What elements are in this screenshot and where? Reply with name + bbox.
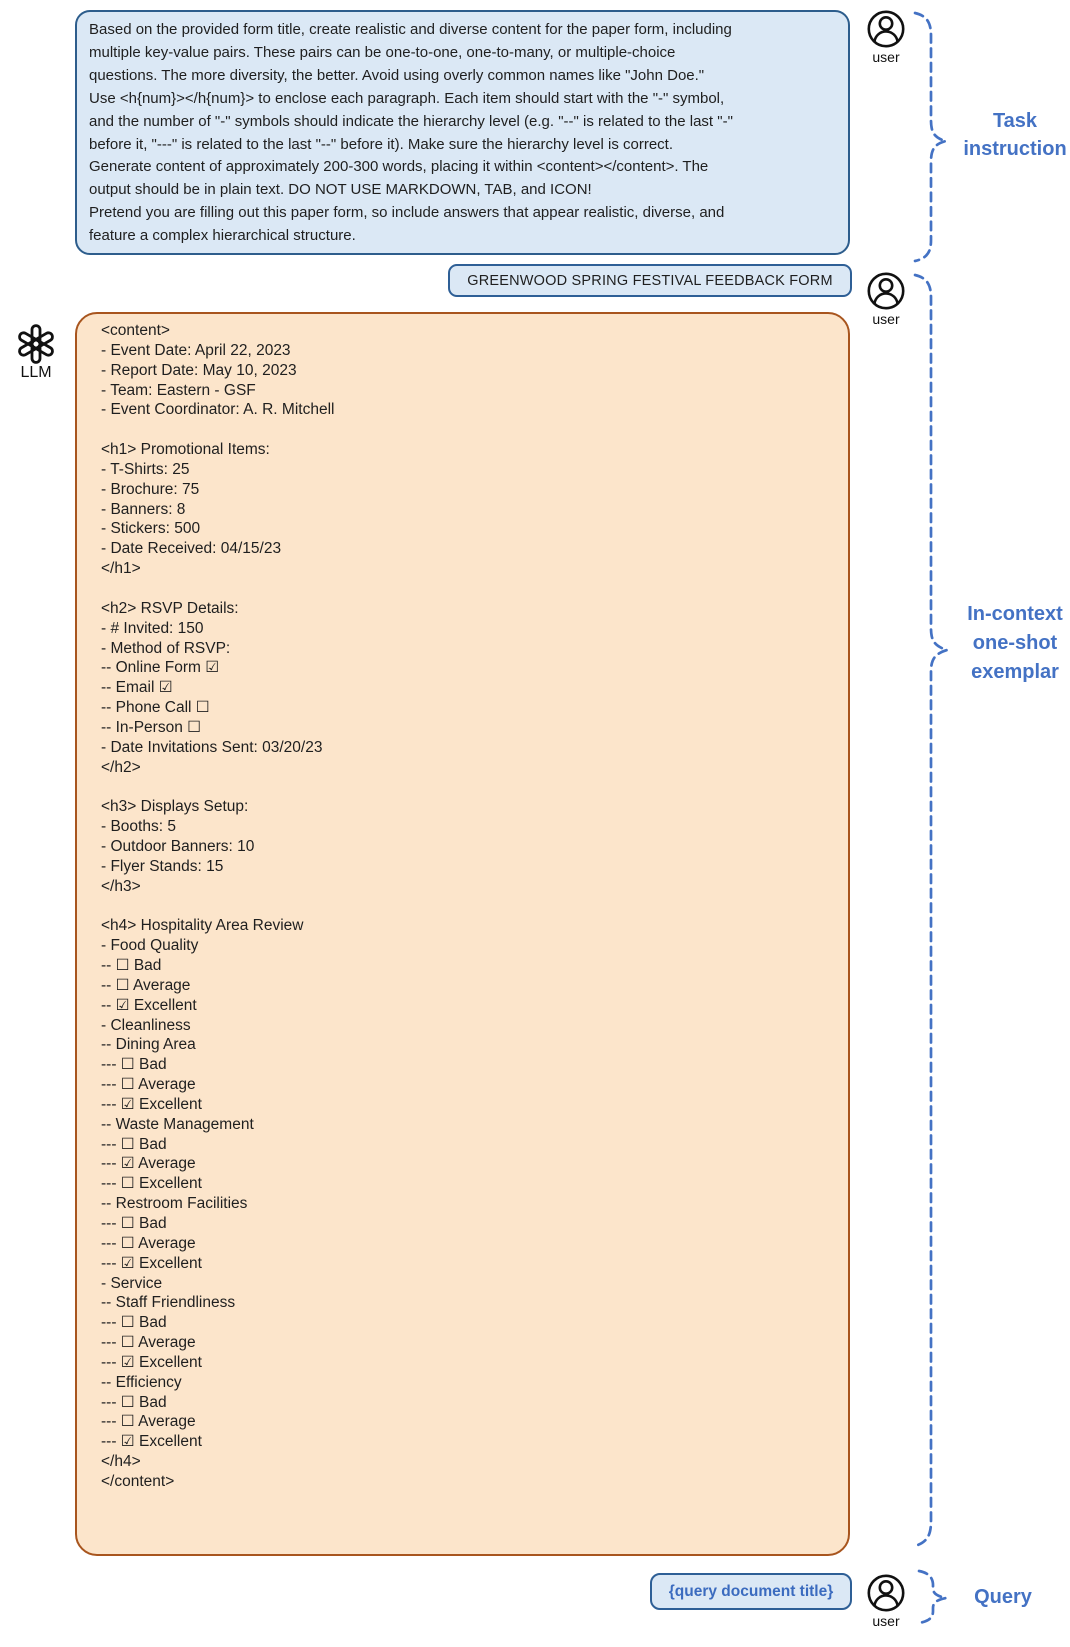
text-line: --- ☐ Bad: [101, 1056, 167, 1074]
query-label: [937, 1583, 1069, 1611]
text-line: - Date Invitations Sent: 03/20/23: [101, 738, 323, 756]
text-line: - Booths: 5: [101, 818, 176, 836]
text-line: -- Efficiency: [101, 1373, 182, 1391]
text-line: - Brochure: 75: [101, 480, 200, 498]
text-line: before it, "---" is related to the last "--" before it). Make sure the hierarchy level is correct.: [89, 135, 674, 153]
text-line: -- Email ☑: [101, 679, 173, 697]
user-label: user: [872, 1613, 900, 1629]
text-line: - Date Received: 04/15/23: [101, 540, 282, 558]
text-line: </h1>: [101, 560, 141, 578]
text-line: -- Online Form ☑: [101, 659, 220, 677]
text-line: [101, 420, 838, 440]
text-line: - Team: Eastern - GSF: [101, 381, 256, 399]
text-line: [101, 777, 838, 797]
text-line: - # Invited: 150: [101, 619, 204, 637]
text-line: --- ☑ Excellent: [101, 1095, 202, 1113]
exemplar-content-text: [101, 321, 838, 1492]
label-line: Task: [992, 110, 1038, 132]
text-line: --- ☐ Bad: [101, 1314, 167, 1332]
user-actor-middle: [864, 271, 908, 327]
task-instruction-text: [89, 19, 836, 248]
text-line: - T-Shirts: 25: [101, 460, 190, 478]
text-line: </h2>: [101, 758, 141, 776]
text-line: --- ☑ Excellent: [101, 1433, 202, 1451]
label-line: In-context: [967, 603, 1063, 625]
text-line: --- ☐ Bad: [101, 1214, 167, 1232]
text-line: <h2> RSVP Details:: [101, 599, 239, 617]
text-line: Pretend you are filling out this paper form, so include answers that appear realistic, diverse, and: [89, 204, 725, 222]
llm-icon: [16, 324, 56, 364]
task-brace: [915, 13, 946, 261]
text-line: <h3> Displays Setup:: [101, 798, 249, 816]
user-icon: [866, 1573, 906, 1613]
text-line: and the number of "-" symbols should indicate the hierarchy level (e.g. "--" is related to the last "-": [89, 112, 733, 130]
text-line: - Report Date: May 10, 2023: [101, 361, 297, 379]
text-line: multiple key-value pairs. These pairs can be one-to-one, one-to-many, or multiple-choice: [89, 43, 676, 61]
text-line: -- Restroom Facilities: [101, 1195, 248, 1213]
task-instruction-box: [75, 10, 850, 255]
user-icon: [866, 271, 906, 311]
text-line: questions. The more diversity, the better. Avoid using overly common names like "John Doe.": [89, 66, 705, 84]
label-line: Query: [974, 1586, 1032, 1608]
text-line: --- ☐ Bad: [101, 1135, 167, 1153]
text-line: --- ☐ Bad: [101, 1393, 167, 1411]
query-title-box: [650, 1573, 852, 1610]
text-line: - Service: [101, 1274, 163, 1292]
text-line: Use <h{num}></h{num}> to enclose each paragraph. Each item should start with the "-" symbol,: [89, 89, 725, 107]
user-actor-top: [864, 9, 908, 65]
text-line: --- ☑ Excellent: [101, 1254, 202, 1272]
llm-actor: [14, 324, 58, 380]
text-line: --- ☐ Average: [101, 1334, 196, 1352]
text-line: </h3>: [101, 877, 141, 895]
task-instruction-label: [949, 107, 1070, 163]
text-line: - Cleanliness: [101, 1016, 191, 1034]
user-actor-bottom: [864, 1573, 908, 1629]
text-line: - Stickers: 500: [101, 520, 201, 538]
text-line: --- ☐ Average: [101, 1413, 196, 1431]
text-line: <content>: [101, 322, 170, 339]
user-label: user: [872, 49, 900, 65]
text-line: -- In-Person ☐: [101, 718, 202, 736]
text-line: output should be in plain text. DO NOT USE MARKDOWN, TAB, and ICON!: [89, 181, 592, 199]
text-line: - Event Date: April 22, 2023: [101, 341, 291, 359]
text-line: -- Waste Management: [101, 1115, 254, 1133]
text-line: -- Staff Friendliness: [101, 1294, 236, 1312]
query-title-text: {query document title}: [668, 1582, 834, 1600]
text-line: <h1> Promotional Items:: [101, 441, 270, 459]
text-line: [101, 896, 838, 916]
text-line: Based on the provided form title, create realistic and diverse content for the paper form, including: [89, 21, 732, 38]
text-line: - Method of RSVP:: [101, 639, 231, 657]
exemplar-content-box: [75, 312, 850, 1556]
text-line: --- ☑ Excellent: [101, 1353, 202, 1371]
user-icon: [866, 9, 906, 49]
text-line: -- ☐ Average: [101, 976, 191, 994]
text-line: -- Dining Area: [101, 1036, 196, 1054]
text-line: - Food Quality: [101, 937, 199, 955]
exemplar-label: [949, 600, 1070, 687]
text-line: - Outdoor Banners: 10: [101, 837, 255, 855]
text-line: [101, 579, 838, 599]
llm-label: LLM: [20, 364, 52, 381]
text-line: Generate content of approximately 200-300 words, placing it within <content></content>. The: [89, 158, 709, 176]
text-line: - Flyer Stands: 15: [101, 857, 224, 875]
text-line: feature a complex hierarchical structure.: [89, 227, 356, 245]
exemplar-brace: [915, 275, 947, 1546]
form-title-text: GREENWOOD SPRING FESTIVAL FEEDBACK FORM: [467, 272, 833, 289]
text-line: -- ☐ Bad: [101, 957, 162, 974]
text-line: <h4> Hospitality Area Review: [101, 917, 304, 935]
text-line: -- ☑ Excellent: [101, 996, 197, 1014]
label-line: instruction: [963, 138, 1067, 160]
label-line: exemplar: [971, 661, 1059, 683]
text-line: --- ☐ Average: [101, 1234, 196, 1252]
form-title-box: [448, 264, 852, 297]
text-line: -- Phone Call ☐: [101, 699, 210, 717]
label-line: one-shot: [972, 632, 1058, 654]
text-line: </h4>: [101, 1453, 141, 1471]
text-line: </content>: [101, 1472, 175, 1490]
user-label: user: [872, 311, 900, 327]
text-line: --- ☐ Excellent: [101, 1175, 202, 1193]
text-line: --- ☐ Average: [101, 1076, 196, 1094]
text-line: - Banners: 8: [101, 500, 186, 518]
text-line: - Event Coordinator: A. R. Mitchell: [101, 401, 335, 419]
text-line: --- ☑ Average: [101, 1155, 196, 1173]
